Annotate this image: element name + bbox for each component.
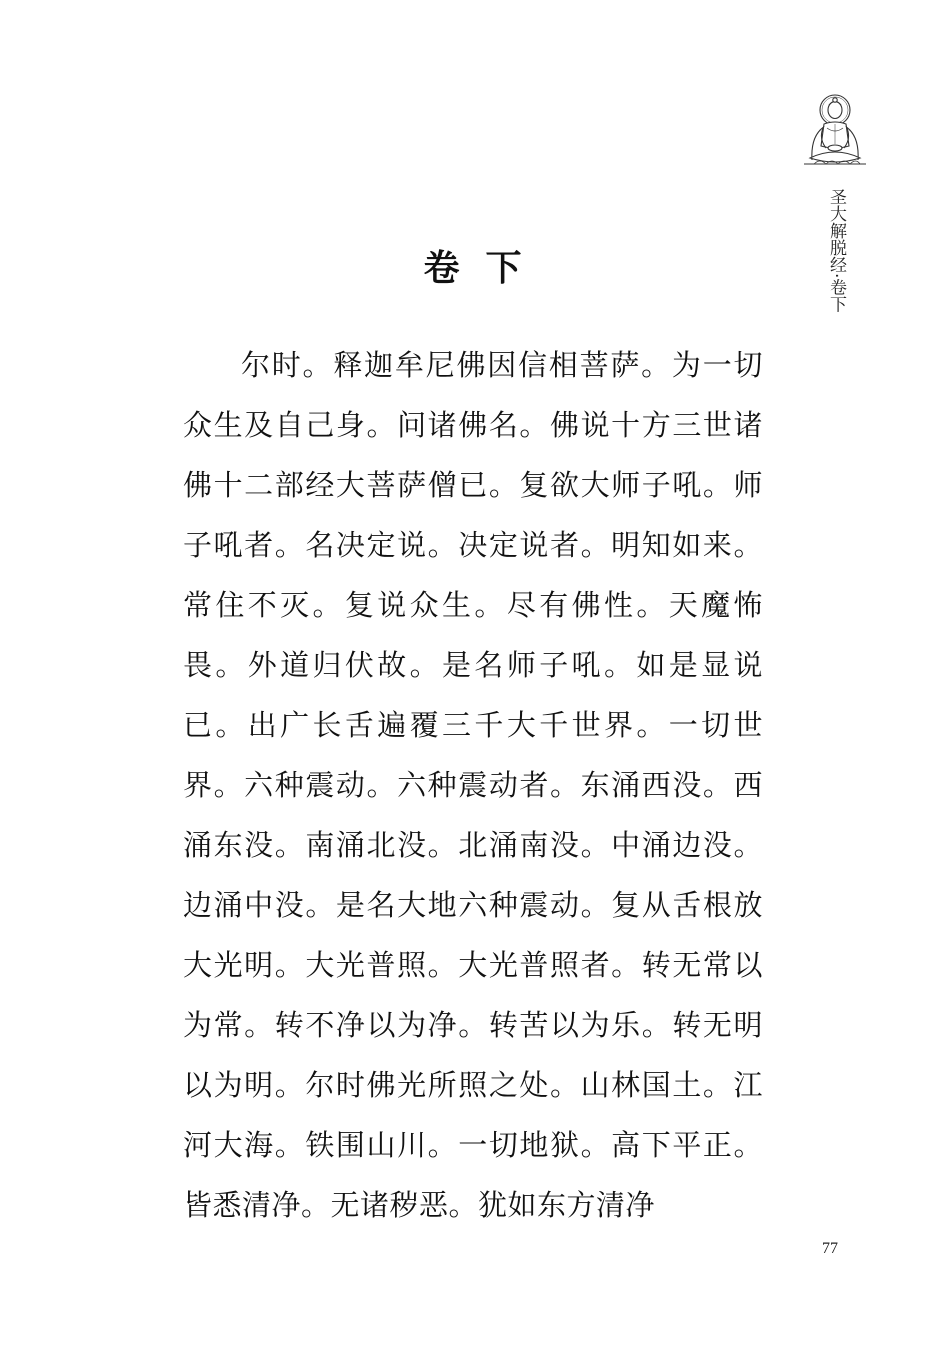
page-number: 77: [822, 1240, 838, 1257]
seated-buddha-icon: [800, 88, 870, 168]
chapter-title: 卷下: [423, 247, 548, 290]
body-paragraph: 尔时。释迦牟尼佛因信相菩萨。为一切众生及自己身。问诸佛名。佛说十方三世诸佛十二部经大菩萨僧已。复欲大师子吼。师子吼者。名决定说。决定说者。明知如来。常住不灭。复说众生。尽有佛性。天魔怖畏。外道归伏故。是名师子吼。如是显说已。出广长舌遍覆三千大千世界。一切世界。六种震动。六种震动者。东涌西没。西涌东没。南涌北没。北涌南没。中涌边没。边涌中没。是名大地六种震动。复从舌根放大光明。大光普照。大光普照者。转无常以为常。转不净以为净。转苦以为乐。转无明以为明。尔时佛光所照之处。山林国土。江河大海。铁围山川。一切地狱。高下平正。皆悉清净。无诸秽恶。犹如东方清净: [183, 348, 763, 1222]
running-header-title: 圣大解脱经·卷下: [826, 188, 846, 313]
